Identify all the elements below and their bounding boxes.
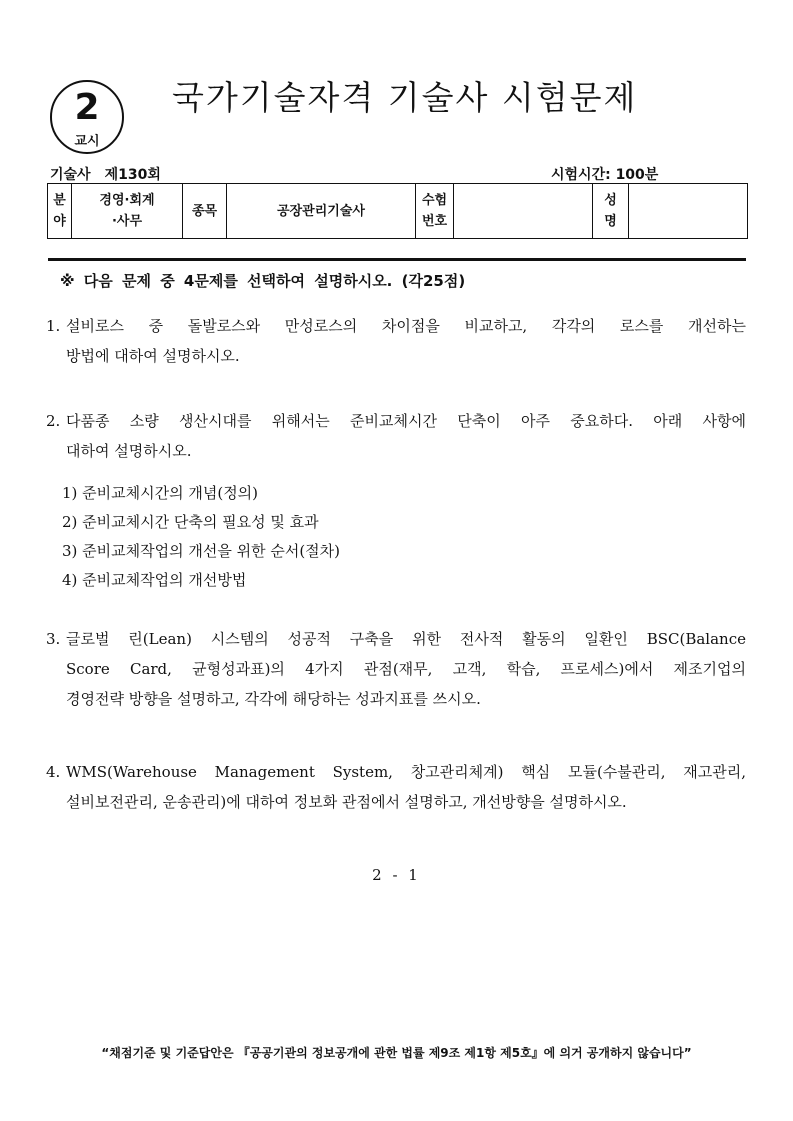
exam-number-field[interactable] [454,184,593,239]
question-number: 4. [46,763,61,781]
question-2-subitems [62,479,340,595]
instruction-text: ※ 다음 문제 중 4문제를 선택하여 설명하시오. (각25점) [60,272,466,290]
exam-time: 시험시간: 100분 [551,167,659,183]
exam-number-label-line-1: 수험 [421,193,448,208]
question-text-line: 설비보전관리, 운송관리)에 대하여 정보화 관점에서 설명하고, 개선방향을 설명하시오. [66,793,627,811]
subitem: 4) 준비교체작업의 개선방법 [62,571,247,589]
question-text-line: Score Card, 균형성과표)의 4가지 관점(재무, 고객, 학습, 프로세스)에서 제조기업의 [66,660,746,678]
field-label-line-2: 야 [53,214,66,229]
question-text-line: 설비로스 중 돌발로스와 만성로스의 차이점을 비교하고, 각각의 로스를 개선하는 [66,317,746,335]
subitem: 3) 준비교체작업의 개선을 위한 순서(절차) [62,542,341,560]
question-1 [46,311,746,371]
subitem: 1) 준비교체시간의 개념(정의) [62,484,259,502]
question-text-line: 방법에 대하여 설명하시오. [66,347,240,365]
question-text-line: 글로벌 린(Lean) 시스템의 성공적 구축을 위한 전사적 활동의 일환인 BSC(Balance [66,630,746,648]
exam-number-label-line-2: 번호 [421,214,448,229]
question-text-line: 다품종 소량 생산시대를 위해서는 준비교체시간 단축이 아주 중요하다. 아래 사항에 [66,412,746,430]
session-number: 2 [74,87,100,128]
exam-info-row [48,184,748,239]
question-2 [46,406,746,466]
exam-meta-left [50,164,161,184]
exam-number-label-cell [416,184,454,239]
question-3 [46,624,746,714]
exam-info-table [47,183,748,239]
page-title: 국가기술자격 기술사 시험문제 [172,78,638,117]
session-badge [50,80,124,154]
category-value-cell: 공장관리기술사 [227,184,416,239]
field-label-line-1: 분 [53,193,66,208]
question-number: 3. [46,630,61,648]
category-label-cell: 종목 [183,184,227,239]
question-4 [46,757,746,817]
question-text-line: 대하여 설명하시오. [66,442,192,460]
field-value-line-1: 경영·회계 [99,193,155,208]
field-value-cell [72,184,183,239]
name-field[interactable] [629,184,748,239]
question-number: 1. [46,317,61,335]
section-divider [48,258,746,261]
exam-type: 기술사 [50,167,91,183]
session-label: 교시 [74,134,100,149]
question-text-line: 경영전략 방향을 설명하고, 각각에 해당하는 성과지표를 쓰시오. [66,690,481,708]
name-label-cell [593,184,629,239]
footer-notice: “채점기준 및 기준답안은 『공공기관의 정보공개에 관한 법률 제9조 제1항 제5호』에 의거 공개하지 않습니다” [101,1046,692,1060]
exam-round: 제130회 [104,167,161,183]
question-number: 2. [46,412,61,430]
field-value-line-2: ·사무 [111,214,143,229]
page-number: 2 - 1 [372,866,421,884]
subitem: 2) 준비교체시간 단축의 필요성 및 효과 [62,513,319,531]
name-label-line-2: 명 [604,214,617,229]
question-text-line: WMS(Warehouse Management System, 창고관리체계) 핵심 모듈(수불관리, 재고관리, [66,763,746,781]
field-label-cell [48,184,72,239]
name-label-line-1: 성 [604,193,617,208]
